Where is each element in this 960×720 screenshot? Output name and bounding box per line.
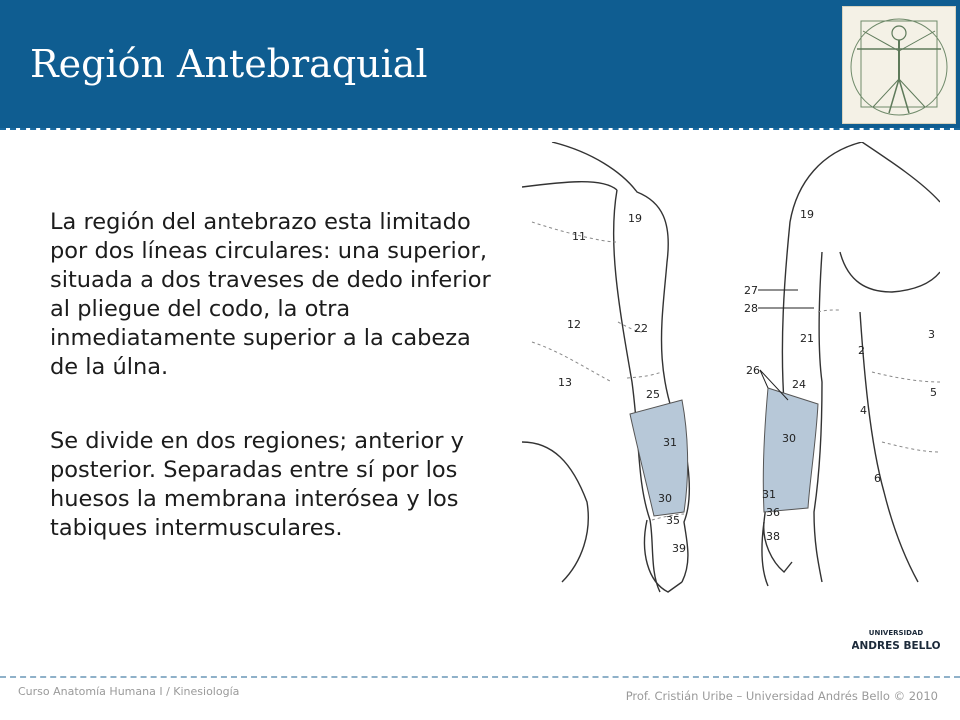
university-logo (852, 624, 940, 656)
region-label: 31 (663, 436, 677, 449)
region-label: 28 (744, 302, 758, 315)
page-title: Región Antebraquial (30, 42, 428, 86)
region-label: 26 (746, 364, 760, 377)
region-label: 38 (766, 530, 780, 543)
region-label: 6 (874, 472, 881, 485)
logo-line1: UNIVERSIDAD (868, 629, 924, 637)
region-label: 35 (666, 514, 680, 527)
header-divider (0, 128, 960, 130)
region-label: 27 (744, 284, 758, 297)
region-label: 36 (766, 506, 780, 519)
region-label: 19 (628, 212, 642, 225)
body-text (50, 208, 500, 543)
region-label: 13 (558, 376, 572, 389)
region-label: 11 (572, 230, 586, 243)
forearm-regions-figure (522, 142, 940, 622)
region-label: 12 (567, 318, 581, 331)
region-label: 22 (634, 322, 648, 335)
region-label: 30 (658, 492, 672, 505)
vitruvian-man-image (842, 6, 956, 124)
header-bar (0, 0, 960, 128)
region-label: 39 (672, 542, 686, 555)
course-footer: Curso Anatomía Humana I / Kinesiología (18, 685, 240, 698)
footer-divider (0, 676, 960, 678)
region-label: 30 (782, 432, 796, 445)
logo-line2: ANDRES BELLO (852, 640, 940, 652)
paragraph-limits: La región del antebrazo esta limitado por dos líneas circulares: una superior, situada a dos traveses de dedo inferior al pliegue del codo, la otra inmediatamente superior a la cabeza de la úlna. (50, 209, 491, 380)
region-label: 31 (762, 488, 776, 501)
region-label: 25 (646, 388, 660, 401)
region-label: 4 (860, 404, 867, 417)
region-label: 5 (930, 386, 937, 399)
region-label: 3 (928, 328, 935, 341)
region-label: 24 (792, 378, 806, 391)
paragraph-division: Se divide en dos regiones; anterior y posterior. Separadas entre sí por los huesos la membrana interósea y los tabiques intermusculares. (50, 428, 464, 541)
author-footer: Prof. Cristián Uribe – Universidad Andrés Bello © 2010 (625, 689, 938, 703)
region-label: 2 (858, 344, 865, 357)
region-label: 21 (800, 332, 814, 345)
region-label: 19 (800, 208, 814, 221)
